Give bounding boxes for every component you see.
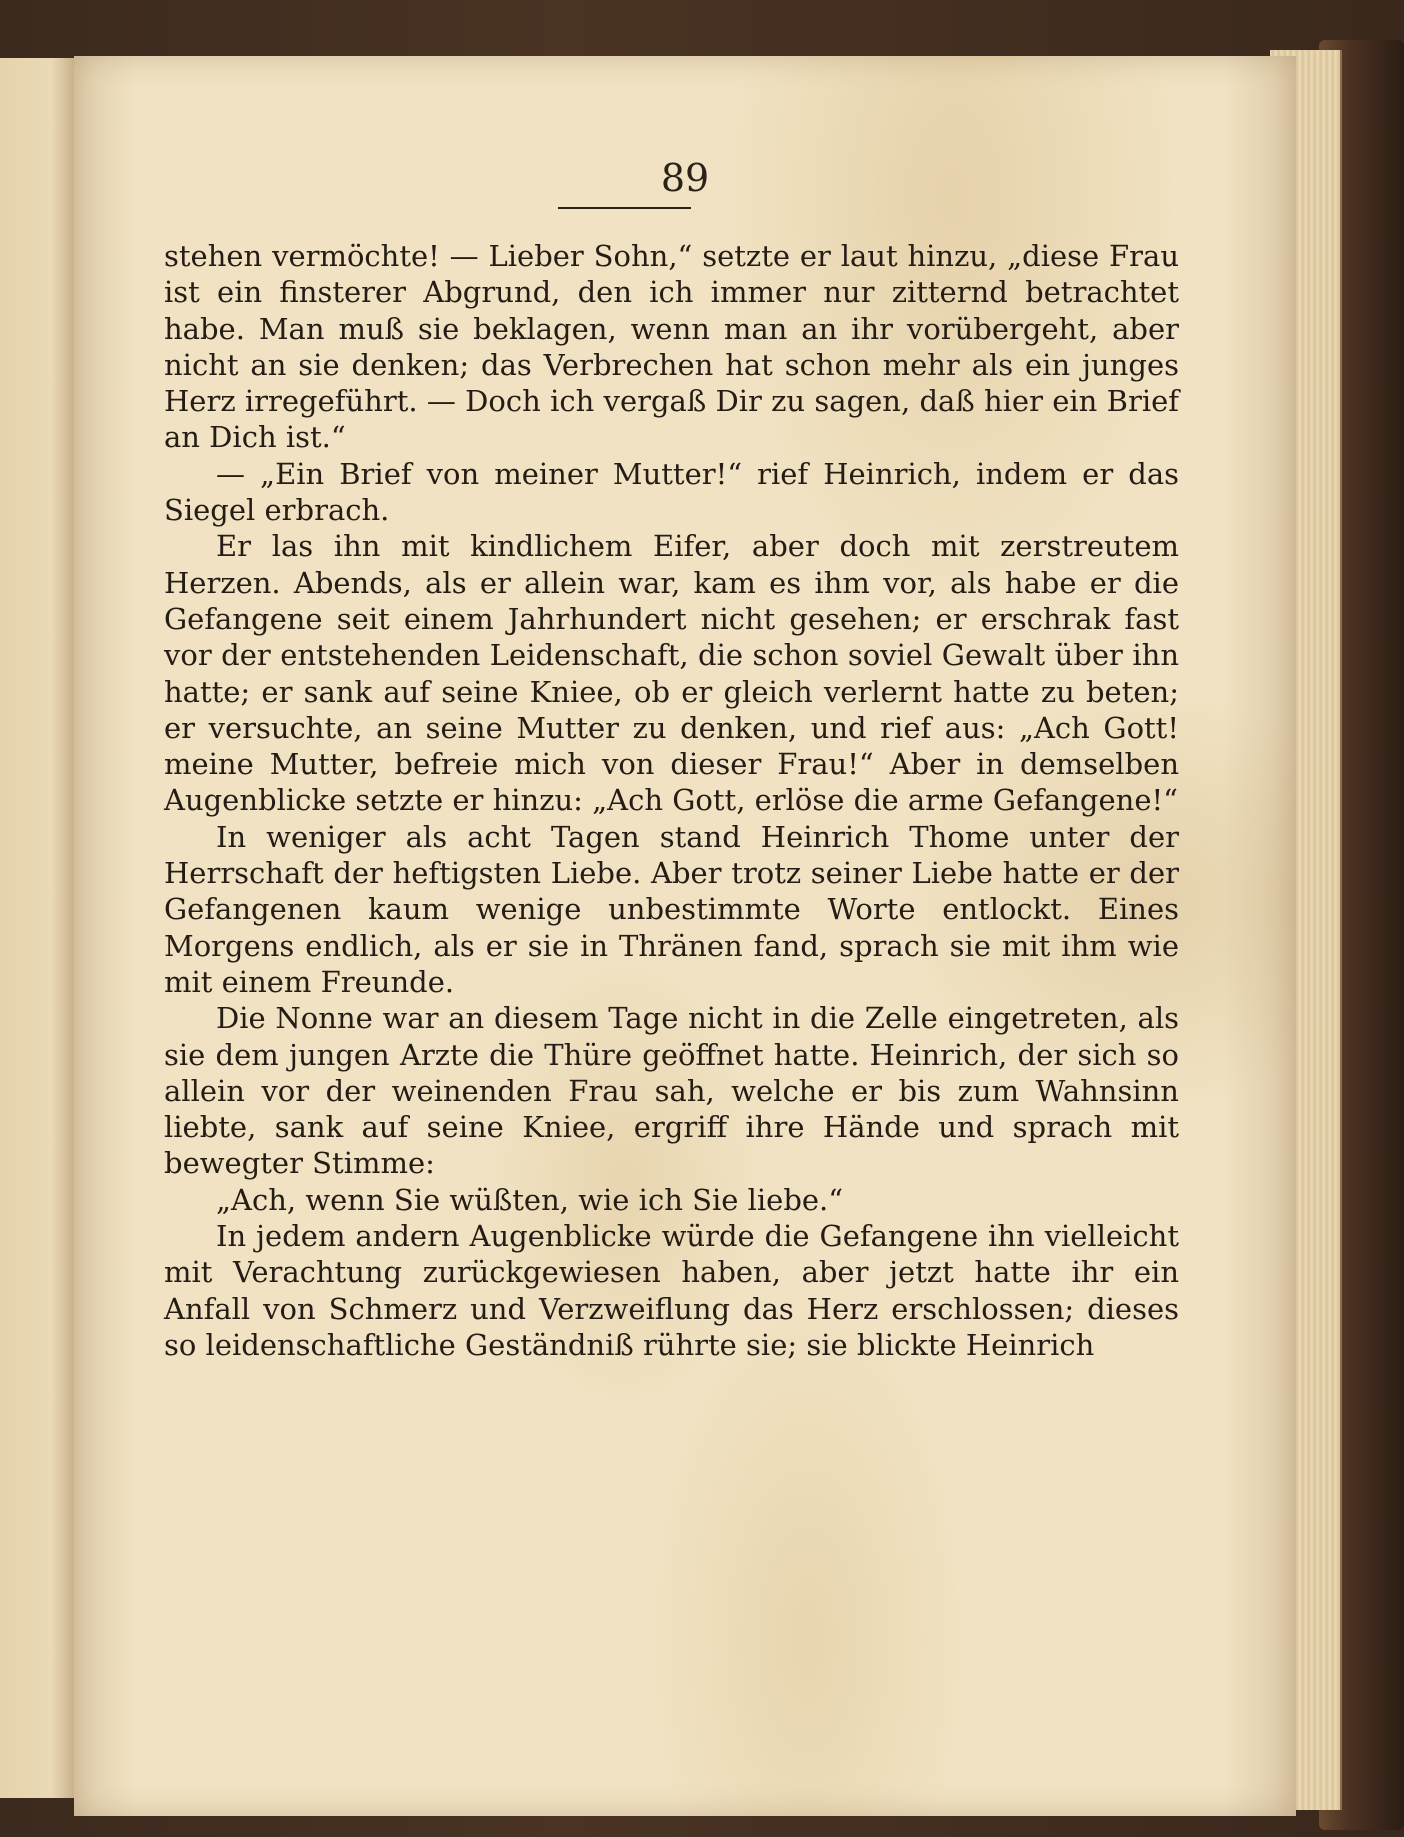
paragraph: In jedem andern Augenblicke würde die Gefangene ihn vielleicht mit Verachtung zurückgewiesen haben, aber jetzt hatte ihr ein Anfall von Schmerz und Verzweiflung das Herz erschlossen; dieses so leidenschaftliche Geständniß rührte sie; sie blickte Heinrich [164, 1219, 1179, 1362]
paragraph: Die Nonne war an diesem Tage nicht in die Zelle eingetreten, als sie dem jungen Arzte die Thüre geöffnet hatte. Heinrich, der sich so allein vor der weinenden Frau sah, welche er bis zum Wahnsinn liebte, sank auf seine Kniee, ergriff ihre Hände und sprach mit bewegter Stimme: [164, 1001, 1179, 1181]
left-page-edge [0, 58, 74, 1798]
paragraph: Er las ihn mit kindlichem Eifer, aber doch mit zerstreutem Herzen. Abends, als er allein war, kam es ihm vor, als habe er die Gefangene seit einem Jahrhundert nicht gesehen; er erschrak fast vor der entstehenden Leidenschaft, die schon soviel Gewalt über ihn hatte; er sank auf seine Kniee, ob er gleich verlernt hatte zu beten; er versuchte, an seine Mutter zu denken, und rief aus: „Ach Gott! meine Mutter, befreie mich von dieser Frau!“ Aber in demselben Augenblicke setzte er hinzu: „Ach Gott, erlöse die arme Gefangene!“ [164, 529, 1179, 818]
paragraph: „Ach, wenn Sie wüßten, wie ich Sie liebe.“ [216, 1182, 844, 1217]
paragraph: stehen vermöchte! — Lieber Sohn,“ setzte er laut hinzu, „diese Frau ist ein finsterer Abgrund, den ich immer nur zitternd betrachtet habe. Man muß sie beklagen, wenn man an ihr vorübergeht, aber nicht an sie denken; das Verbrechen hat schon mehr als ein junges Herz irregeführt. — Doch ich vergaß Dir zu sagen, daß hier ein Brief an Dich ist.“ [164, 239, 1179, 455]
header-rule [558, 207, 691, 209]
paragraph: — „Ein Brief von meiner Mutter!“ rief Heinrich, indem er das Siegel erbrach. [164, 456, 1179, 528]
paragraph: In weniger als acht Tagen stand Heinrich Thome unter der Herrschaft der heftigsten Liebe. Aber trotz seiner Liebe hatte er der Gefangenen kaum wenige unbestimmte Worte entlockt. Eines Morgens endlich, als er sie in Thränen fand, sprach sie mit ihm wie mit einem Freunde. [164, 819, 1179, 999]
body-text [164, 238, 1179, 1363]
book-page [74, 56, 1296, 1816]
page-number: 89 [660, 156, 710, 200]
